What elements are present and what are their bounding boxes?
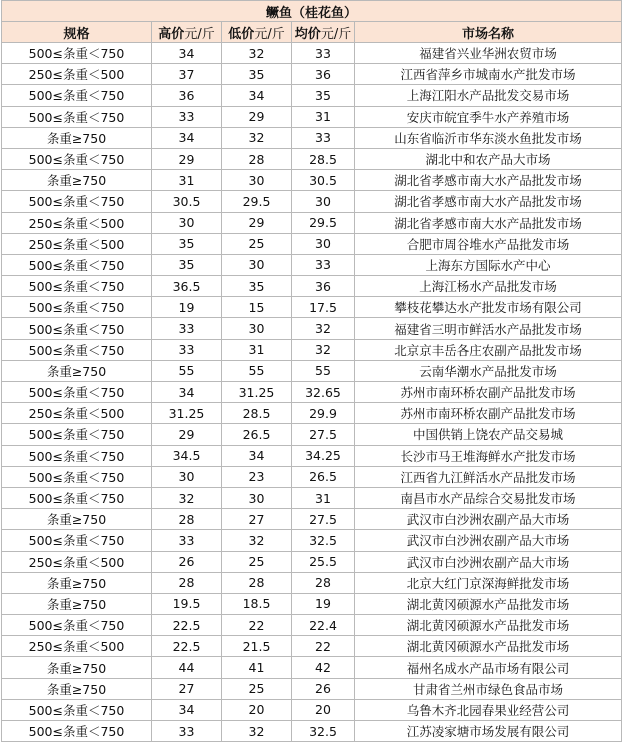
cell-avg: 55: [292, 360, 355, 381]
cell-market: 福建省三明市鲜活水产品批发市场: [355, 318, 622, 339]
cell-high: 27: [152, 678, 222, 699]
cell-low: 28.5: [222, 403, 292, 424]
cell-market: 北京大红门京深海鲜批发市场: [355, 572, 622, 593]
cell-low: 27: [222, 509, 292, 530]
header-spec: 规格: [2, 22, 152, 43]
cell-low: 28: [222, 148, 292, 169]
cell-market: 湖北黄冈硕源水产品批发市场: [355, 636, 622, 657]
table-row: [2, 276, 622, 297]
table-row: [2, 382, 622, 403]
cell-spec: 500≤条重＜750: [2, 297, 152, 318]
cell-low: 25: [222, 551, 292, 572]
cell-market: 湖北中和农产品大市场: [355, 148, 622, 169]
cell-high: 32: [152, 487, 222, 508]
cell-high: 55: [152, 360, 222, 381]
cell-low: 34: [222, 85, 292, 106]
cell-low: 30: [222, 318, 292, 339]
cell-low: 31: [222, 339, 292, 360]
table-row: [2, 678, 622, 699]
cell-avg: 33: [292, 127, 355, 148]
cell-spec: 500≤条重＜750: [2, 339, 152, 360]
table-row: [2, 509, 622, 530]
cell-high: 33: [152, 106, 222, 127]
cell-high: 19.5: [152, 593, 222, 614]
header-high-label: 高价: [158, 26, 185, 42]
header-row: [2, 22, 622, 43]
table-row: [2, 170, 622, 191]
cell-low: 30: [222, 170, 292, 191]
cell-market: 苏州市南环桥农副产品批发市场: [355, 403, 622, 424]
cell-high: 36.5: [152, 276, 222, 297]
cell-low: 55: [222, 360, 292, 381]
cell-avg: 42: [292, 657, 355, 678]
cell-low: 15: [222, 297, 292, 318]
header-low: [222, 22, 292, 43]
cell-spec: 250≤条重＜500: [2, 636, 152, 657]
cell-high: 29: [152, 148, 222, 169]
cell-avg: 32.5: [292, 721, 355, 742]
cell-avg: 27.5: [292, 509, 355, 530]
cell-spec: 条重≥750: [2, 509, 152, 530]
cell-market: 武汉市白沙洲农副产品大市场: [355, 530, 622, 551]
table-row: [2, 64, 622, 85]
cell-high: 22.5: [152, 636, 222, 657]
cell-avg: 25.5: [292, 551, 355, 572]
cell-high: 22.5: [152, 615, 222, 636]
cell-low: 28: [222, 572, 292, 593]
cell-avg: 30.5: [292, 170, 355, 191]
cell-avg: 20: [292, 699, 355, 720]
cell-spec: 500≤条重＜750: [2, 148, 152, 169]
cell-spec: 250≤条重＜500: [2, 233, 152, 254]
cell-high: 28: [152, 509, 222, 530]
cell-avg: 32.65: [292, 382, 355, 403]
table-row: [2, 127, 622, 148]
cell-market: 上海东方国际水产中心: [355, 254, 622, 275]
cell-market: 云南华潮水产品批发市场: [355, 360, 622, 381]
cell-avg: 32.5: [292, 530, 355, 551]
cell-market: 湖北省孝感市南大水产品批发市场: [355, 191, 622, 212]
cell-market: 甘肃省兰州市绿色食品市场: [355, 678, 622, 699]
cell-low: 32: [222, 127, 292, 148]
cell-high: 28: [152, 572, 222, 593]
cell-spec: 条重≥750: [2, 360, 152, 381]
cell-avg: 28: [292, 572, 355, 593]
cell-low: 35: [222, 276, 292, 297]
table-row: [2, 254, 622, 275]
header-high: [152, 22, 222, 43]
cell-market: 长沙市马王堆海鲜水产批发市场: [355, 445, 622, 466]
cell-spec: 500≤条重＜750: [2, 445, 152, 466]
cell-avg: 26.5: [292, 466, 355, 487]
cell-high: 30.5: [152, 191, 222, 212]
cell-low: 32: [222, 530, 292, 551]
table-row: [2, 297, 622, 318]
cell-low: 32: [222, 43, 292, 64]
cell-high: 34: [152, 382, 222, 403]
cell-low: 34: [222, 445, 292, 466]
cell-low: 29: [222, 212, 292, 233]
cell-avg: 34.25: [292, 445, 355, 466]
cell-market: 攀枝花攀达水产批发市场有限公司: [355, 297, 622, 318]
table-body: [2, 43, 622, 742]
cell-low: 32: [222, 721, 292, 742]
cell-spec: 条重≥750: [2, 170, 152, 191]
cell-low: 30: [222, 487, 292, 508]
cell-low: 23: [222, 466, 292, 487]
cell-avg: 36: [292, 64, 355, 85]
cell-avg: 26: [292, 678, 355, 699]
cell-spec: 500≤条重＜750: [2, 276, 152, 297]
header-low-label: 低价: [228, 26, 255, 42]
cell-high: 33: [152, 318, 222, 339]
cell-spec: 500≤条重＜750: [2, 191, 152, 212]
cell-avg: 29.5: [292, 212, 355, 233]
cell-avg: 17.5: [292, 297, 355, 318]
cell-low: 30: [222, 254, 292, 275]
cell-market: 江苏凌家塘市场发展有限公司: [355, 721, 622, 742]
cell-high: 26: [152, 551, 222, 572]
cell-high: 34: [152, 43, 222, 64]
cell-avg: 31: [292, 487, 355, 508]
table-row: [2, 43, 622, 64]
cell-avg: 36: [292, 276, 355, 297]
table-row: [2, 424, 622, 445]
cell-high: 34: [152, 127, 222, 148]
table-row: [2, 551, 622, 572]
table-row: [2, 466, 622, 487]
cell-spec: 500≤条重＜750: [2, 699, 152, 720]
table-row: [2, 530, 622, 551]
table-row: [2, 360, 622, 381]
header-low-unit: 元/斤: [254, 26, 285, 42]
table-row: [2, 403, 622, 424]
cell-spec: 500≤条重＜750: [2, 424, 152, 445]
cell-high: 33: [152, 339, 222, 360]
table-row: [2, 572, 622, 593]
cell-market: 山东省临沂市华东淡水鱼批发市场: [355, 127, 622, 148]
cell-spec: 250≤条重＜500: [2, 64, 152, 85]
cell-high: 37: [152, 64, 222, 85]
cell-spec: 500≤条重＜750: [2, 487, 152, 508]
cell-spec: 500≤条重＜750: [2, 318, 152, 339]
table-row: [2, 593, 622, 614]
cell-avg: 28.5: [292, 148, 355, 169]
cell-avg: 30: [292, 233, 355, 254]
cell-avg: 33: [292, 43, 355, 64]
table-row: [2, 445, 622, 466]
cell-low: 21.5: [222, 636, 292, 657]
cell-avg: 35: [292, 85, 355, 106]
cell-market: 中国供销上饶农产品交易城: [355, 424, 622, 445]
table-row: [2, 699, 622, 720]
cell-market: 武汉市白沙洲农副产品大市场: [355, 509, 622, 530]
table-row: [2, 233, 622, 254]
cell-market: 湖北黄冈硕源水产品批发市场: [355, 593, 622, 614]
cell-market: 江西省九江鲜活水产品批发市场: [355, 466, 622, 487]
cell-spec: 条重≥750: [2, 572, 152, 593]
header-market: 市场名称: [355, 22, 622, 43]
cell-spec: 500≤条重＜750: [2, 615, 152, 636]
header-avg: [292, 22, 355, 43]
cell-market: 福州名成水产品市场有限公司: [355, 657, 622, 678]
cell-spec: 条重≥750: [2, 678, 152, 699]
cell-spec: 250≤条重＜500: [2, 403, 152, 424]
table-row: [2, 318, 622, 339]
cell-low: 22: [222, 615, 292, 636]
cell-high: 30: [152, 466, 222, 487]
cell-market: 江西省萍乡市城南水产批发市场: [355, 64, 622, 85]
cell-spec: 条重≥750: [2, 127, 152, 148]
table-row: [2, 636, 622, 657]
cell-market: 湖北黄冈硕源水产品批发市场: [355, 615, 622, 636]
cell-low: 41: [222, 657, 292, 678]
cell-high: 33: [152, 721, 222, 742]
table-row: [2, 487, 622, 508]
cell-avg: 32: [292, 339, 355, 360]
cell-high: 36: [152, 85, 222, 106]
cell-low: 29: [222, 106, 292, 127]
cell-high: 31.25: [152, 403, 222, 424]
cell-market: 北京京丰岳各庄农副产品批发市场: [355, 339, 622, 360]
cell-avg: 22: [292, 636, 355, 657]
cell-market: 湖北省孝感市南大水产品批发市场: [355, 170, 622, 191]
cell-market: 上海江阳水产品批发交易市场: [355, 85, 622, 106]
cell-high: 31: [152, 170, 222, 191]
cell-avg: 19: [292, 593, 355, 614]
cell-high: 35: [152, 233, 222, 254]
cell-spec: 条重≥750: [2, 593, 152, 614]
cell-spec: 500≤条重＜750: [2, 254, 152, 275]
cell-market: 湖北省孝感市南大水产品批发市场: [355, 212, 622, 233]
cell-high: 30: [152, 212, 222, 233]
cell-avg: 27.5: [292, 424, 355, 445]
cell-market: 苏州市南环桥农副产品批发市场: [355, 382, 622, 403]
cell-low: 18.5: [222, 593, 292, 614]
table-row: [2, 721, 622, 742]
cell-avg: 29.9: [292, 403, 355, 424]
cell-market: 福建省兴业华洲农贸市场: [355, 43, 622, 64]
header-avg-unit: 元/斤: [320, 26, 352, 42]
cell-low: 29.5: [222, 191, 292, 212]
table-row: [2, 148, 622, 169]
cell-low: 25: [222, 233, 292, 254]
cell-spec: 500≤条重＜750: [2, 85, 152, 106]
header-avg-label: 均价: [294, 26, 321, 42]
cell-high: 44: [152, 657, 222, 678]
header-high-unit: 元/斤: [184, 26, 215, 42]
cell-spec: 500≤条重＜750: [2, 721, 152, 742]
table-row: [2, 615, 622, 636]
table-row: [2, 106, 622, 127]
table-row: [2, 191, 622, 212]
cell-spec: 500≤条重＜750: [2, 530, 152, 551]
cell-market: 安庆市皖宜季牛水产养殖市场: [355, 106, 622, 127]
table-row: [2, 339, 622, 360]
cell-market: 合肥市周谷堆水产品批发市场: [355, 233, 622, 254]
title-row: [2, 1, 622, 22]
cell-low: 25: [222, 678, 292, 699]
cell-low: 31.25: [222, 382, 292, 403]
cell-low: 20: [222, 699, 292, 720]
cell-avg: 31: [292, 106, 355, 127]
cell-low: 35: [222, 64, 292, 85]
cell-high: 29: [152, 424, 222, 445]
cell-high: 34.5: [152, 445, 222, 466]
cell-market: 上海江杨水产品批发市场: [355, 276, 622, 297]
cell-avg: 30: [292, 191, 355, 212]
cell-market: 南昌市水产品综合交易批发市场: [355, 487, 622, 508]
cell-avg: 33: [292, 254, 355, 275]
price-table: [1, 0, 622, 742]
cell-high: 34: [152, 699, 222, 720]
table-row: [2, 85, 622, 106]
cell-spec: 250≤条重＜500: [2, 551, 152, 572]
cell-market: 乌鲁木齐北园春果业经营公司: [355, 699, 622, 720]
cell-avg: 22.4: [292, 615, 355, 636]
cell-high: 33: [152, 530, 222, 551]
table-row: [2, 212, 622, 233]
cell-spec: 500≤条重＜750: [2, 382, 152, 403]
cell-spec: 500≤条重＜750: [2, 466, 152, 487]
cell-spec: 500≤条重＜750: [2, 43, 152, 64]
cell-high: 19: [152, 297, 222, 318]
cell-low: 26.5: [222, 424, 292, 445]
cell-spec: 250≤条重＜500: [2, 212, 152, 233]
cell-high: 35: [152, 254, 222, 275]
table-row: [2, 657, 622, 678]
cell-spec: 条重≥750: [2, 657, 152, 678]
table-title: 鳜鱼（桂花鱼）: [2, 1, 622, 22]
cell-avg: 32: [292, 318, 355, 339]
cell-spec: 500≤条重＜750: [2, 106, 152, 127]
cell-market: 武汉市白沙洲农副产品大市场: [355, 551, 622, 572]
